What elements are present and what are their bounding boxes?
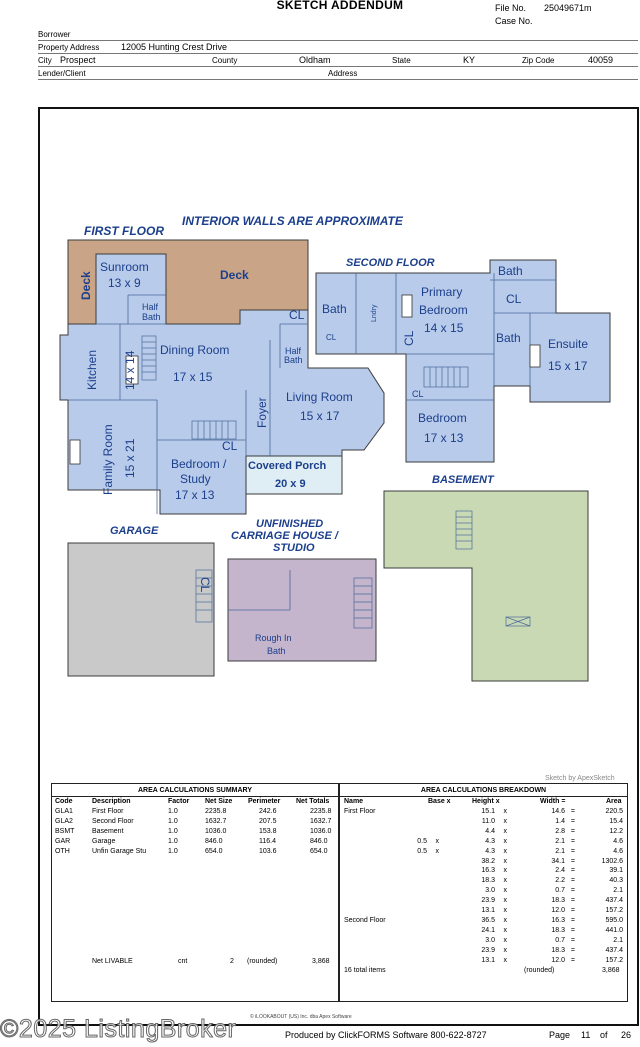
col-net-size: Net Size [205, 798, 233, 805]
covered-porch-label: Covered Porch [248, 460, 327, 472]
page-number: 11 [581, 1030, 591, 1040]
breakdown-cell: 36.5 [481, 916, 495, 924]
summary-cell: 846.0 [205, 838, 223, 845]
sunroom-label: Sunroom [100, 260, 149, 274]
breakdown-row [340, 937, 627, 947]
breakdown-cell: 157.2 [605, 956, 623, 964]
breakdown-cell: 4.3 [485, 837, 495, 845]
breakdown-cell: 40.3 [609, 877, 623, 885]
operator-symbol: x [503, 847, 507, 855]
property-address-value: 12005 Hunting Crest Drive [121, 42, 228, 52]
summary-cell: Second Floor [92, 818, 134, 825]
operator-symbol: x [503, 926, 507, 934]
kitchen-label: Kitchen [85, 349, 99, 390]
summary-cell: 1.0 [168, 838, 178, 845]
cnt-label: cnt [178, 958, 188, 965]
breakdown-row [340, 947, 627, 957]
operator-symbol: = [570, 936, 575, 944]
breakdown-cell: 14.6 [551, 808, 565, 815]
garage-area [68, 543, 214, 676]
operator-symbol: x [503, 907, 507, 914]
breakdown-cell: 11.0 [481, 817, 495, 825]
summary-cell: Basement [92, 828, 124, 835]
operator-symbol: x [503, 817, 507, 825]
breakdown-cell: 16.3 [551, 916, 565, 924]
operator-symbol: = [570, 907, 575, 914]
primary-dims: 14 x 15 [424, 321, 464, 335]
ensuite-dims: 15 x 17 [548, 359, 588, 373]
closet-label: CL [506, 292, 522, 306]
half-bath-label: Half [142, 302, 159, 312]
fireplace-icon [70, 440, 80, 464]
net-livable-row [52, 958, 338, 968]
of-label: of [600, 1030, 608, 1040]
total-value: 3,868 [602, 967, 620, 974]
rounded-label: (rounded) [524, 967, 555, 974]
closet-label: CL [402, 330, 416, 346]
half-bath-label: Half [285, 346, 302, 356]
breakdown-cell: First Floor [344, 808, 376, 815]
bath-label: Bath [322, 302, 347, 316]
file-no-label: File No. [495, 3, 527, 13]
summary-cell: GAR [55, 838, 71, 845]
operator-symbol: x [503, 857, 507, 865]
summary-header-row [52, 796, 338, 808]
breakdown-cell: 13.1 [481, 956, 495, 964]
breakdown-cell: 23.9 [481, 946, 495, 954]
operator-symbol: x [435, 847, 439, 855]
bedroom-dims: 17 x 13 [424, 431, 464, 445]
net-livable-value: 3,868 [312, 958, 330, 965]
deck-left-label: Deck [79, 271, 93, 300]
living-label: Living Room [286, 390, 353, 404]
family-dims: 15 x 21 [123, 438, 137, 478]
laundry-label: Lndry [371, 304, 378, 322]
col-height: Height x [472, 798, 500, 805]
breakdown-row [340, 917, 627, 927]
breakdown-row [340, 867, 627, 877]
operator-symbol: = [570, 946, 575, 954]
living-dims: 15 x 17 [300, 409, 340, 423]
summary-cell: 103.6 [259, 848, 277, 855]
garage-title: GARAGE [110, 525, 159, 537]
fireplace-icon [530, 345, 540, 367]
breakdown-cell: 18.3 [551, 926, 565, 934]
breakdown-cell: 2.1 [613, 936, 623, 944]
bedroom-study-label: Study [180, 472, 211, 486]
bath-label: Bath [496, 331, 521, 345]
case-no-label: Case No. [495, 16, 533, 26]
breakdown-cell: 16.3 [481, 867, 495, 875]
operator-symbol: x [503, 897, 507, 905]
breakdown-cell: 0.7 [555, 936, 565, 944]
breakdown-cell: 157.2 [605, 907, 623, 914]
county-label: County [212, 56, 238, 65]
sketch-credit: Sketch by ApexSketch [545, 775, 615, 782]
area-summary-table [51, 783, 339, 1002]
breakdown-cell: 24.1 [481, 926, 495, 934]
summary-cell: 846.0 [310, 838, 328, 845]
breakdown-cell: 220.5 [605, 808, 623, 815]
produced-by: Produced by ClickFORMS Software 800-622-8727 [285, 1030, 487, 1040]
closet-label: CL [222, 439, 238, 453]
breakdown-row [340, 808, 627, 818]
half-bath-label: Bath [284, 355, 303, 365]
carriage-title-line2: CARRIAGE HOUSE / [231, 530, 338, 542]
half-bath-label: Bath [142, 312, 161, 322]
operator-symbol: = [570, 867, 575, 875]
covered-porch-dims: 20 x 9 [275, 478, 306, 490]
operator-symbol: x [503, 887, 507, 895]
operator-symbol: x [503, 936, 507, 944]
breakdown-cell: 1.4 [555, 817, 565, 825]
summary-cell: 1.0 [168, 818, 178, 825]
breakdown-cell: 18.3 [551, 897, 565, 905]
borrower-label: Borrower [38, 30, 71, 39]
summary-cell: GLA2 [55, 818, 73, 825]
breakdown-cell: 39.1 [609, 867, 623, 875]
summary-row [52, 848, 338, 858]
summary-cell: Garage [92, 838, 116, 845]
state-value: KY [463, 55, 476, 65]
bath-label: Bath [498, 264, 523, 278]
software-credit: © iLOOKABOUT (US) Inc. dba Apex Software [250, 1014, 352, 1020]
operator-symbol: x [503, 808, 507, 815]
family-label: Family Room [101, 424, 115, 495]
col-code: Code [55, 798, 73, 805]
closet-label: CL [326, 333, 337, 342]
breakdown-cell: 38.2 [481, 857, 495, 865]
summary-cell: 654.0 [310, 848, 328, 855]
page-label: Page [549, 1030, 571, 1040]
watermark: ©2025 ListingBroker [0, 1015, 237, 1043]
county-value: Oldham [299, 55, 331, 65]
file-no-value: 25049671m [544, 3, 592, 13]
carriage-title-line1: UNFINISHED [256, 518, 324, 530]
breakdown-cell: 18.3 [551, 946, 565, 954]
bedroom-study-label: Bedroom / [171, 457, 227, 471]
breakdown-cell: 3.0 [485, 887, 495, 895]
operator-symbol: = [570, 877, 575, 885]
breakdown-cell: 3.0 [485, 936, 495, 944]
breakdown-cell: 0.5 [417, 847, 427, 855]
operator-symbol: = [570, 817, 575, 825]
summary-cell: 1.0 [168, 848, 178, 855]
net-livable-label: Net LIVABLE [92, 958, 133, 965]
summary-row [52, 808, 338, 818]
breakdown-cell: 441.0 [605, 926, 623, 934]
breakdown-cell: 13.1 [481, 907, 495, 914]
carriage-title-line3: STUDIO [273, 542, 315, 554]
breakdown-row [340, 887, 627, 897]
summary-cell: OTH [55, 848, 70, 855]
breakdown-cell: 12.2 [609, 827, 623, 835]
operator-symbol: x [503, 877, 507, 885]
operator-symbol: = [570, 837, 575, 845]
breakdown-title: AREA CALCULATIONS BREAKDOWN [420, 787, 547, 794]
operator-symbol: = [570, 916, 575, 924]
breakdown-row [340, 858, 627, 868]
breakdown-row [340, 848, 627, 858]
total-pages: 26 [621, 1030, 632, 1040]
breakdown-cell: 34.1 [551, 857, 565, 865]
summary-cell: 207.5 [259, 818, 277, 825]
breakdown-cell: 2.2 [555, 877, 565, 885]
breakdown-cell: 4.6 [613, 847, 623, 855]
breakdown-cell: 595.0 [605, 916, 623, 924]
operator-symbol: = [570, 857, 575, 865]
total-items-label: 16 total items [344, 967, 386, 974]
breakdown-cell: 4.4 [485, 827, 495, 835]
summary-cell: GLA1 [55, 808, 73, 815]
breakdown-cell: 4.6 [613, 837, 623, 845]
breakdown-cell: 12.0 [551, 956, 565, 964]
sunroom-dims: 13 x 9 [108, 276, 141, 290]
bedroom-study-dims: 17 x 13 [175, 488, 215, 502]
summary-cell: Unfin Garage Stu [92, 848, 147, 855]
dining-dims: 17 x 15 [173, 370, 213, 384]
primary-label: Bedroom [419, 303, 468, 317]
operator-symbol: x [503, 946, 507, 954]
deck-label: Deck [220, 268, 249, 282]
summary-row [52, 818, 338, 828]
operator-symbol: = [570, 827, 575, 835]
breakdown-cell: Second Floor [344, 916, 386, 924]
summary-cell: 1036.0 [205, 828, 227, 835]
property-address-label: Property Address [38, 43, 100, 52]
col-perimeter: Perimeter [248, 798, 281, 805]
closet-label: CL [412, 389, 424, 399]
col-factor: Factor [168, 798, 190, 805]
area-breakdown-table [339, 783, 628, 1002]
summary-cell: 242.6 [259, 808, 277, 815]
breakdown-header-row [340, 796, 627, 808]
foyer-label: Foyer [255, 397, 269, 428]
breakdown-row [340, 877, 627, 887]
operator-symbol: = [570, 847, 575, 855]
breakdown-cell: 2.1 [555, 847, 565, 855]
fireplace-icon [402, 295, 412, 317]
col-area: Area [606, 798, 622, 805]
operator-symbol: x [503, 827, 507, 835]
summary-cell: 2235.8 [310, 808, 332, 815]
closet-label: CL [289, 308, 305, 322]
col-base: Base x [428, 798, 451, 805]
closet-label: CL [198, 577, 212, 593]
breakdown-cell: 0.5 [417, 837, 427, 845]
summary-cell: 153.8 [259, 828, 277, 835]
operator-symbol: x [503, 867, 507, 875]
breakdown-cell: 15.4 [609, 817, 623, 825]
breakdown-cell: 2.8 [555, 827, 565, 835]
breakdown-cell: 12.0 [551, 907, 565, 914]
breakdown-cell: 18.3 [481, 877, 495, 885]
summary-cell: First Floor [92, 808, 124, 815]
state-label: State [392, 56, 411, 65]
summary-cell: 1.0 [168, 808, 178, 815]
operator-symbol: = [570, 808, 575, 815]
operator-symbol: x [435, 837, 439, 845]
rounded-label: (rounded) [247, 958, 278, 965]
summary-cell: 2235.8 [205, 808, 227, 815]
summary-cell: BSMT [55, 828, 75, 835]
col-width: Width = [540, 798, 566, 805]
operator-symbol: x [503, 837, 507, 845]
breakdown-cell: 2.1 [555, 837, 565, 845]
rough-in-label: Bath [267, 646, 286, 656]
summary-cell: 1036.0 [310, 828, 332, 835]
col-description: Description [92, 798, 131, 805]
zip-value: 40059 [588, 55, 614, 65]
dining-label: Dining Room [160, 343, 230, 357]
summary-cell: 1632.7 [205, 818, 227, 825]
summary-title: AREA CALCULATIONS SUMMARY [137, 787, 253, 794]
operator-symbol: = [570, 887, 575, 895]
ensuite-label: Ensuite [548, 337, 589, 351]
summary-cell: 1.0 [168, 828, 178, 835]
lender-label: Lender/Client [38, 69, 86, 78]
summary-row [52, 828, 338, 838]
summary-row [52, 838, 338, 848]
operator-symbol: = [570, 956, 575, 964]
breakdown-cell: 1302.6 [601, 857, 623, 865]
basement-title: BASEMENT [432, 474, 494, 486]
address-label: Address [328, 69, 358, 78]
summary-cell: 654.0 [205, 848, 223, 855]
breakdown-total-row [340, 967, 627, 977]
operator-symbol: = [570, 926, 575, 934]
breakdown-cell: 2.4 [555, 867, 565, 875]
breakdown-cell: 0.7 [555, 887, 565, 895]
breakdown-cell: 437.4 [605, 946, 623, 954]
operator-symbol: x [503, 956, 507, 964]
basement-area [384, 491, 588, 681]
sketch-notice: INTERIOR WALLS ARE APPROXIMATE [182, 214, 403, 228]
first-floor-title: FIRST FLOOR [84, 224, 164, 238]
breakdown-cell: 437.4 [605, 897, 623, 905]
breakdown-row [340, 927, 627, 937]
second-floor-title: SECOND FLOOR [346, 257, 435, 269]
breakdown-cell: 4.3 [485, 847, 495, 855]
primary-label: Primary [421, 285, 463, 299]
city-label: City [38, 56, 52, 65]
rough-in-label: Rough In [255, 633, 292, 643]
breakdown-row [340, 897, 627, 907]
page-title: SKETCH ADDENDUM [276, 0, 404, 12]
city-value: Prospect [60, 55, 96, 65]
zip-label: Zip Code [522, 56, 555, 65]
breakdown-cell: 2.1 [613, 887, 623, 895]
bedroom-label: Bedroom [418, 411, 467, 425]
breakdown-cell: 15.1 [481, 808, 495, 815]
summary-cell: 116.4 [259, 838, 276, 845]
breakdown-cell: 23.9 [481, 897, 495, 905]
breakdown-row [340, 957, 627, 967]
col-net-totals: Net Totals [296, 798, 330, 805]
breakdown-row [340, 907, 627, 917]
cnt-value: 2 [230, 958, 234, 965]
breakdown-row [340, 828, 627, 838]
breakdown-row [340, 818, 627, 828]
operator-symbol: x [503, 916, 507, 924]
summary-cell: 1632.7 [310, 818, 332, 825]
kitchen-dims: 14 x 14 [123, 350, 137, 390]
breakdown-row [340, 838, 627, 848]
operator-symbol: = [570, 897, 575, 905]
col-name: Name [344, 798, 364, 805]
